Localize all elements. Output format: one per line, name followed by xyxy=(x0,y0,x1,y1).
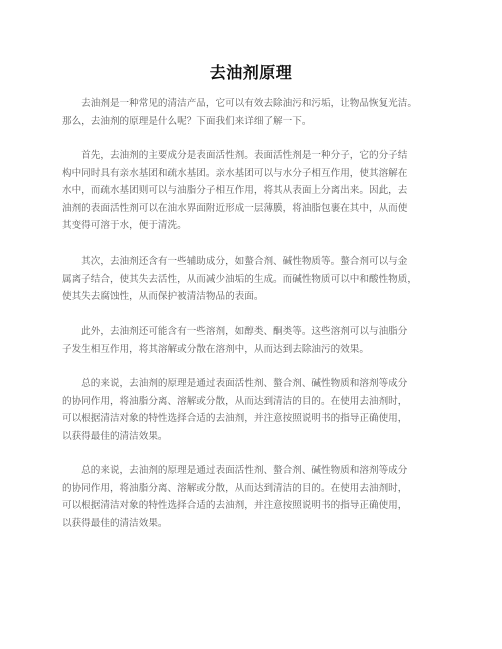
paragraph-auxiliary xyxy=(62,253,447,306)
text-line: 那么，去油剂的原理是什么呢？下面我们来详细了解一下。 xyxy=(62,115,312,127)
paragraph-summary xyxy=(62,375,447,445)
paragraph-surfactant xyxy=(62,147,447,235)
text-line: 去油剂是一种常见的清洁产品，它可以有效去除油污和污垢，让物品恢复光洁。 xyxy=(62,98,417,109)
text-line: 子发生相互作用，将其溶解或分散在溶剂中，从而达到去除油污的效果。 xyxy=(62,343,369,355)
text-line: 水中，而疏水基团则可以与油脂分子相互作用，将其从表面上分离出来。因此，去 xyxy=(62,185,408,197)
text-line: 属离子结合，使其失去活性，从而减少油垢的生成。而碱性物质可以中和酸性物质， xyxy=(62,273,417,285)
text-line: 以获得最佳的清洁效果。 xyxy=(62,517,168,529)
paragraph-intro xyxy=(62,95,447,130)
paragraph-solvents xyxy=(62,323,447,358)
text-line: 可以根据清洁对象的特性选择合适的去油剂，并注意按照说明书的指导正确使用， xyxy=(62,500,408,512)
text-line: 油剂的表面活性剂可以在油水界面附近形成一层薄膜，将油脂包裹在其中，从而使 xyxy=(62,202,408,214)
text-line: 的协同作用，将油脂分离、溶解或分散，从而达到清洁的目的。在使用去油剂时， xyxy=(62,395,408,407)
text-line: 的协同作用，将油脂分离、溶解或分散，从而达到清洁的目的。在使用去油剂时， xyxy=(62,482,408,494)
text-line: 其次，去油剂还含有一些辅助成分，如螯合剂、碱性物质等。螯合剂可以与金 xyxy=(62,256,408,267)
text-line: 以获得最佳的清洁效果。 xyxy=(62,430,168,442)
text-line: 其变得可溶于水，便于清洗。 xyxy=(62,220,187,232)
text-line: 此外，去油剂还可能含有一些溶剂，如醇类、酮类等。这些溶剂可以与油脂分 xyxy=(62,326,408,337)
document-title: 去油剂原理 xyxy=(209,63,293,82)
text-line: 首先，去油剂的主要成分是表面活性剂。表面活性剂是一种分子，它的分子结 xyxy=(62,150,408,161)
text-line: 使其失去腐蚀性，从而保护被清洁物品的表面。 xyxy=(62,291,264,303)
text-line: 可以根据清洁对象的特性选择合适的去油剂，并注意按照说明书的指导正确使用， xyxy=(62,413,408,425)
paragraph-summary-repeat xyxy=(62,462,447,532)
text-line: 总的来说，去油剂的原理是通过表面活性剂、螯合剂、碱性物质和溶剂等成分 xyxy=(62,378,408,389)
text-line: 构中同时具有亲水基团和疏水基团。亲水基团可以与水分子相互作用，使其溶解在 xyxy=(62,167,408,179)
text-line: 总的来说，去油剂的原理是通过表面活性剂、螯合剂、碱性物质和溶剂等成分 xyxy=(62,465,408,476)
